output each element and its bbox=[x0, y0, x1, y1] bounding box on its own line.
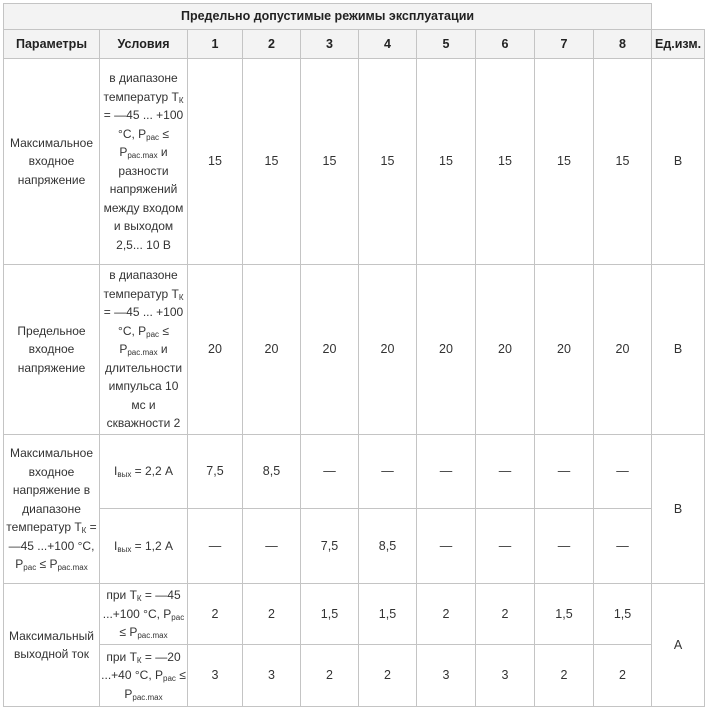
param-cell: Максимальный выходной ток bbox=[4, 584, 100, 707]
table-row bbox=[4, 435, 705, 509]
value-cell: 1,5 bbox=[301, 584, 359, 645]
value-cell: — bbox=[535, 435, 594, 509]
value-cell: 1,5 bbox=[594, 584, 652, 645]
value-cell: — bbox=[417, 509, 476, 584]
param-cell: Максимальное входное напряжение bbox=[4, 59, 100, 265]
header-col-1: 1 bbox=[188, 30, 243, 59]
value-cell: 2 bbox=[594, 645, 652, 707]
value-cell: 3 bbox=[243, 645, 301, 707]
value-cell: 20 bbox=[476, 265, 535, 435]
value-cell: 2 bbox=[188, 584, 243, 645]
value-cell: 15 bbox=[359, 59, 417, 265]
value-cell: — bbox=[359, 435, 417, 509]
header-col-8: 8 bbox=[594, 30, 652, 59]
value-cell: — bbox=[243, 509, 301, 584]
table-row bbox=[4, 265, 705, 435]
value-cell: 15 bbox=[188, 59, 243, 265]
header-unit: Ед.изм. bbox=[652, 30, 705, 59]
limits-table bbox=[3, 3, 705, 707]
title-row bbox=[4, 4, 705, 30]
value-cell: 15 bbox=[417, 59, 476, 265]
value-cell: 2 bbox=[301, 645, 359, 707]
header-col-5: 5 bbox=[417, 30, 476, 59]
value-cell: — bbox=[476, 509, 535, 584]
value-cell: — bbox=[417, 435, 476, 509]
value-cell: 1,5 bbox=[535, 584, 594, 645]
value-cell: 2 bbox=[243, 584, 301, 645]
unit-cell: А bbox=[652, 584, 705, 707]
value-cell: 8,5 bbox=[359, 509, 417, 584]
condition-cell: в диапазоне температур $Т_К$ = —45 ... +100 °С, $Р_{рас} \le Р_{рас.max}$ и разности напряжений между входом и выходом 2,5... 10 В bbox=[100, 59, 188, 265]
header-params: Параметры bbox=[4, 30, 100, 59]
value-cell: 20 bbox=[535, 265, 594, 435]
value-cell: 2 bbox=[535, 645, 594, 707]
value-cell: 15 bbox=[476, 59, 535, 265]
param-cell: Максимальное входное напряжение в диапазоне температур $Т_К$ = —45 ...+100 °С, $Р_{рас} \le Р_{рас.max}$ bbox=[4, 435, 100, 584]
condition-cell: при $Т_К$ = —20 ...+40 °С, $Р_{рас} \le Р_{рас.max}$ bbox=[100, 645, 188, 707]
value-cell: 20 bbox=[417, 265, 476, 435]
header-col-4: 4 bbox=[359, 30, 417, 59]
value-cell: 20 bbox=[359, 265, 417, 435]
value-cell: 1,5 bbox=[359, 584, 417, 645]
table-title: Предельно допустимые режимы эксплуатации bbox=[4, 4, 652, 30]
table-row bbox=[4, 645, 705, 707]
value-cell: 2 bbox=[476, 584, 535, 645]
value-cell: — bbox=[188, 509, 243, 584]
header-col-7: 7 bbox=[535, 30, 594, 59]
condition-cell: при $Т_К$ = —45 ...+100 °С, $Р_{рас} \le Р_{рас.max}$ bbox=[100, 584, 188, 645]
header-col-2: 2 bbox=[243, 30, 301, 59]
value-cell: — bbox=[594, 435, 652, 509]
value-cell: 2 bbox=[359, 645, 417, 707]
value-cell: 15 bbox=[301, 59, 359, 265]
value-cell: — bbox=[594, 509, 652, 584]
value-cell: 2 bbox=[417, 584, 476, 645]
value-cell: 20 bbox=[188, 265, 243, 435]
header-conditions: Условия bbox=[100, 30, 188, 59]
condition-cell: в диапазоне температур $Т_К$ = —45 ... +100 °С, $Р_{рас} \le Р_{рас.max}$ и длительности импульса 10 мс и скважности 2 bbox=[100, 265, 188, 435]
value-cell: 7,5 bbox=[188, 435, 243, 509]
value-cell: 20 bbox=[301, 265, 359, 435]
value-cell: 15 bbox=[594, 59, 652, 265]
header-row bbox=[4, 30, 705, 59]
table-row bbox=[4, 509, 705, 584]
unit-cell: В bbox=[652, 59, 705, 265]
value-cell: 20 bbox=[594, 265, 652, 435]
value-cell: 15 bbox=[535, 59, 594, 265]
header-col-3: 3 bbox=[301, 30, 359, 59]
value-cell: 20 bbox=[243, 265, 301, 435]
value-cell: 7,5 bbox=[301, 509, 359, 584]
title-gap bbox=[652, 4, 705, 30]
value-cell: 15 bbox=[243, 59, 301, 265]
unit-cell: В bbox=[652, 435, 705, 584]
value-cell: 3 bbox=[417, 645, 476, 707]
condition-cell: $I_{вых} = 2,2$ А bbox=[100, 435, 188, 509]
value-cell: 3 bbox=[476, 645, 535, 707]
value-cell: — bbox=[535, 509, 594, 584]
value-cell: — bbox=[301, 435, 359, 509]
unit-cell: В bbox=[652, 265, 705, 435]
value-cell: — bbox=[476, 435, 535, 509]
param-cell: Предельное входное напряжение bbox=[4, 265, 100, 435]
table-row bbox=[4, 59, 705, 265]
condition-cell: $I_{вых} = 1,2$ А bbox=[100, 509, 188, 584]
header-col-6: 6 bbox=[476, 30, 535, 59]
value-cell: 8,5 bbox=[243, 435, 301, 509]
table-row bbox=[4, 584, 705, 645]
value-cell: 3 bbox=[188, 645, 243, 707]
